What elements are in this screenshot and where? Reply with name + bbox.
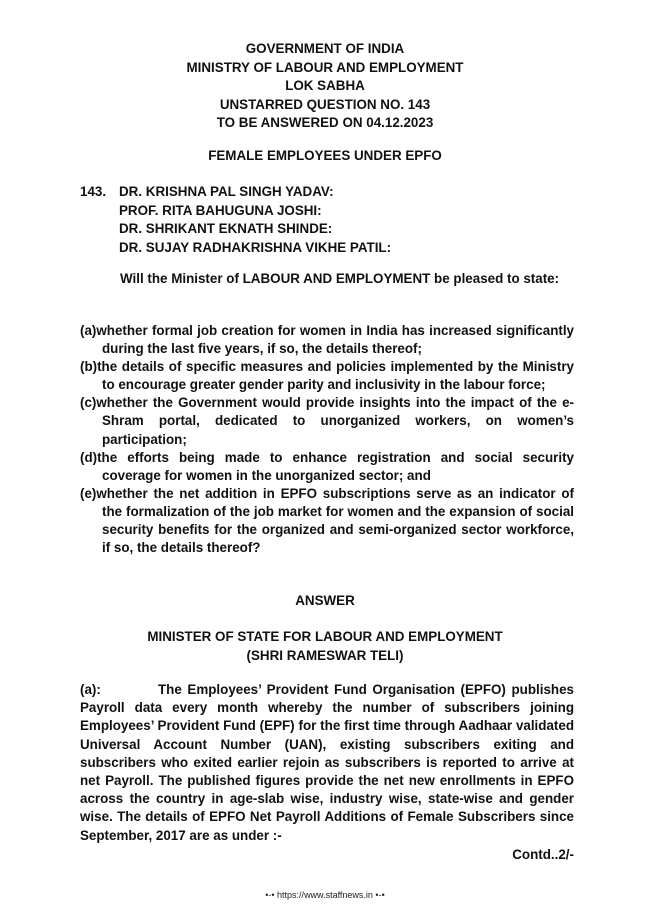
minister-name: (SHRI RAMESWAR TELI) — [246, 647, 404, 663]
answer-heading: ANSWER — [295, 593, 355, 608]
header-house: LOK SABHA — [285, 78, 365, 94]
document-header — [0, 40, 650, 133]
member-line — [80, 183, 391, 202]
answer-part-label: (a): — [80, 682, 101, 697]
question-part-d: (d)the efforts being made to enhance registration and social security coverage for women in the unorganized sector; and — [80, 449, 574, 483]
header-ministry: MINISTRY OF LABOUR AND EMPLOYMENT — [186, 59, 464, 75]
answering-minister — [0, 628, 650, 665]
question-part-c: (c)whether the Government would provide insights into the impact of the e-Shram portal, dedicated to unorganized workers, on women’s participation; — [80, 395, 574, 447]
member-name: DR. SUJAY RADHAKRISHNA VIKHE PATIL: — [119, 239, 392, 255]
member-name: DR. SHRIKANT EKNATH SHINDE: — [119, 221, 333, 237]
question-intro: Will the Minister of LABOUR AND EMPLOYMENT be pleased to state: — [120, 271, 560, 286]
minister-title: MINISTER OF STATE FOR LABOUR AND EMPLOYMENT — [147, 629, 503, 644]
question-subject: FEMALE EMPLOYEES UNDER EPFO — [208, 148, 442, 163]
header-question-number: UNSTARRED QUESTION NO. 143 — [219, 96, 431, 112]
footer-watermark: •-• https://www.staffnews.in •-• — [265, 890, 385, 900]
question-members — [80, 183, 391, 257]
question-parts — [80, 322, 574, 557]
answer-part-text: The Employees’ Provident Fund Organisation (EPFO) publishes Payroll data every month whereby the number of subscribers joining Employees’ Provident Fund (EPF) for the first time through Aadhaar validated Universal Account Number (UAN), existing subscribers exiting and subscribers who exited earlier rejoin as subscribers is reported to arrive at net Payroll. The published figures provide the net new enrollments in EPFO across the country in age-slab wise, industry wise, state-wise and gender wise. The details of EPFO Net Payroll Additions of Female Subscribers since September, 2017 are as under :- — [80, 682, 574, 843]
question-part-e: (e)whether the net addition in EPFO subscriptions serve as an indicator of the formalization of the job market for women and the expansion of social security benefits for the organized and semi-organized sector workforce, if so, the details thereof? — [80, 485, 574, 556]
member-name: DR. KRISHNA PAL SINGH YADAV: — [119, 184, 334, 199]
member-name: PROF. RITA BAHUGUNA JOSHI: — [119, 202, 322, 218]
answer-part-a — [80, 681, 574, 845]
header-answer-date: TO BE ANSWERED ON 04.12.2023 — [216, 115, 434, 131]
question-number: 143. — [80, 184, 107, 199]
header-government: GOVERNMENT OF INDIA — [245, 41, 405, 56]
question-part-a: (a)whether formal job creation for women in India has increased significantly during the last five years, if so, the details thereof; — [80, 323, 574, 357]
continued-marker: Contd..2/- — [512, 847, 574, 862]
question-part-b: (b)the details of specific measures and policies implemented by the Ministry to encourage greater gender parity and inclusivity in the labour force; — [80, 359, 574, 393]
